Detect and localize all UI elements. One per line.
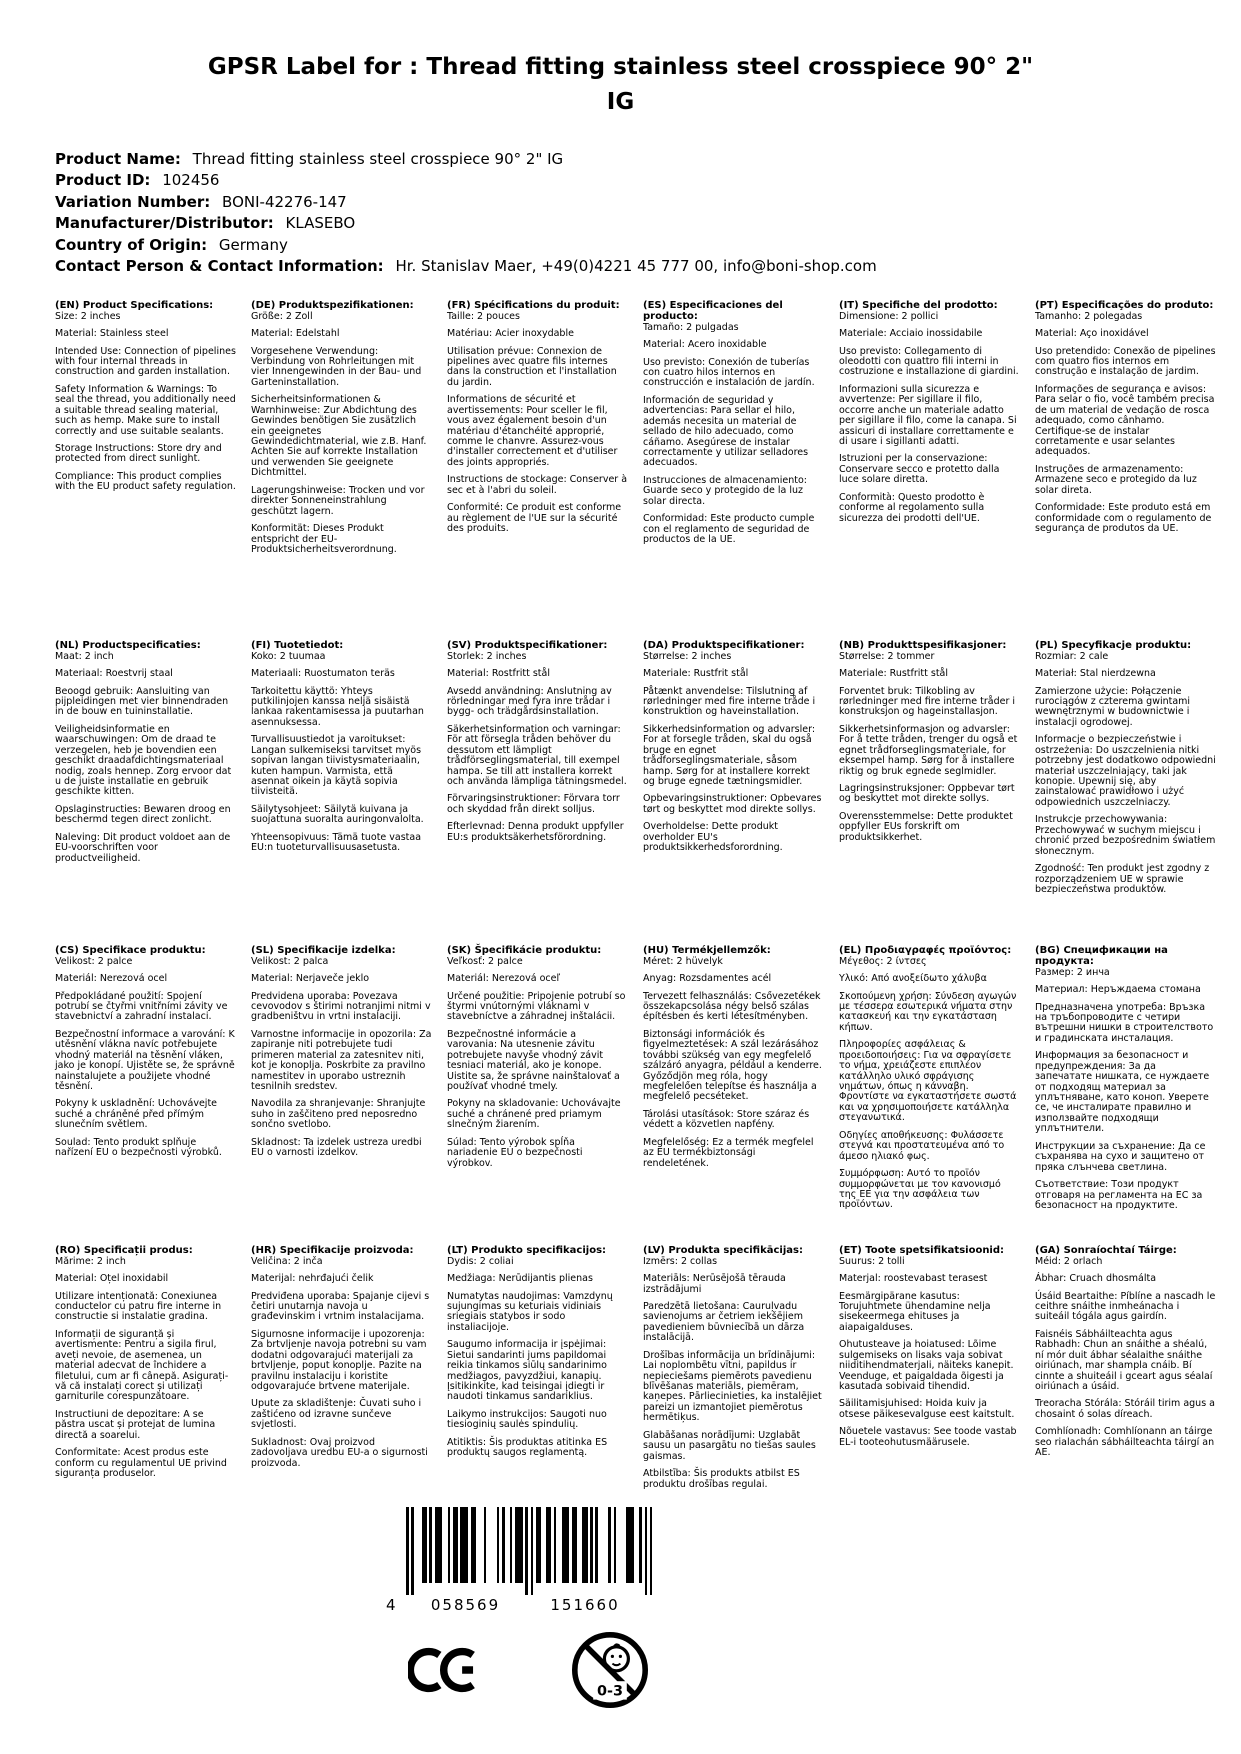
spec-paragraph: Velikost: 2 palca	[251, 955, 329, 967]
spec-paragraph: Materiale: Rustfritt stål	[839, 668, 949, 680]
spec-paragraph: Anyag: Rozsdamentes acél	[643, 973, 772, 985]
spec-paragraph: Materiale: Rustfrit stål	[643, 668, 749, 680]
section-body	[447, 652, 628, 844]
spec-paragraph: Conformitate: Acest produs este conform cu regulamentul UE privind siguranța produselor.	[55, 1447, 227, 1480]
language-section	[447, 640, 628, 851]
spec-paragraph: Materijal: nehrđajući čelik	[251, 1273, 374, 1285]
product-info-label: Manufacturer/Distributor:	[55, 214, 274, 233]
spec-paragraph: Uso pretendido: Conexão de pipelines com quatro fios internos em construção e instalação de jardim.	[1035, 345, 1216, 378]
section-body	[839, 312, 1020, 524]
language-grid	[55, 300, 1241, 1497]
section-body	[1035, 312, 1216, 535]
spec-paragraph: Säilitamisjuhised: Hoida kuiv ja otsese päikesevalguse eest kaitstult.	[839, 1398, 1015, 1420]
language-section	[1035, 300, 1216, 542]
spec-paragraph: Размер: 2 инча	[1035, 966, 1110, 978]
spec-paragraph: Méid: 2 orlach	[1035, 1255, 1103, 1267]
spec-paragraph: Bezpečnostné informácie a varovania: Na utesnenie závitu potrebujete navyše vhodný závit tesniaci materiál, ako je konope. Uistite sa, že správne nainštalovať a používať vhodné tmely.	[447, 1028, 620, 1092]
language-section	[55, 1245, 236, 1487]
spec-paragraph: Informații de siguranță și avertismente: Pentru a sigila firul, aveți nevoie, de asemenea, un material adecvat de închidere a filetului, cum ar fi cânepă. Asigurați-vă că instalați corect și utilizați garniturile corespunzătoare.	[55, 1328, 229, 1403]
section-header: (ES) Especificaciones del producto:	[643, 299, 783, 322]
language-section	[839, 945, 1020, 1218]
section-header: (BG) Спецификации на продукта:	[1035, 944, 1168, 967]
spec-paragraph: Tamaño: 2 pulgadas	[643, 321, 739, 333]
section-header: (EN) Product Specifications:	[55, 299, 214, 311]
language-section	[1035, 640, 1216, 903]
language-section	[643, 945, 824, 1176]
section-header: (DE) Produktspezifikationen:	[251, 299, 414, 311]
barcode-bars	[406, 1507, 866, 1595]
spec-paragraph: Úsáid Beartaithe: Píblíne a nascadh le ceithre snáithe inmheánacha i suiteáil tógála agus gairdín.	[1035, 1290, 1216, 1323]
age-warning-icon	[570, 1630, 650, 1710]
spec-paragraph: Glabāšanas norādījumi: Uzglabāt sausu un pasargātu no tiešas saules gaismas.	[643, 1429, 816, 1462]
spec-paragraph: Súlad: Tento výrobok spĺňa nariadenie EÚ o bezpečnosti výrobkov.	[447, 1136, 583, 1169]
spec-paragraph: Avsedd användning: Anslutning av rörledningar med fyra inre trådar i bygg- och trädgårdsinstallation.	[447, 685, 612, 718]
spec-paragraph: Overholdelse: Dette produkt overholder EU's produktsikkerhedsforordning.	[643, 821, 783, 854]
spec-paragraph: Skladnost: Ta izdelek ustreza uredbi EU o varnosti izdelkov.	[251, 1136, 422, 1159]
spec-paragraph: Dydis: 2 coliai	[447, 1255, 514, 1267]
section-header: (EL) Προδιαγραφές προϊόντος:	[839, 944, 1012, 956]
spec-paragraph: Съответствие: Този продукт отговаря на регламента на ЕС за безопасност на продуктите.	[1035, 1179, 1203, 1211]
spec-paragraph: Izmērs: 2 collas	[643, 1255, 718, 1267]
section-body	[447, 1257, 628, 1459]
spec-paragraph: Rozmiar: 2 cale	[1035, 650, 1109, 662]
spec-paragraph: Medžiaga: Nerūdijantis plienas	[447, 1273, 593, 1285]
spec-paragraph: Laikymo instrukcijos: Saugoti nuo tiesioginių saulės spindulių.	[447, 1408, 607, 1431]
product-info-row	[55, 256, 1241, 277]
spec-paragraph: Yhteensopivuus: Tämä tuote vastaa EU:n tuoteturvallisuusasetusta.	[251, 831, 422, 854]
product-info-value: Germany	[218, 235, 288, 254]
product-info-label: Contact Person & Contact Information:	[55, 257, 384, 276]
spec-paragraph: Drošības informācija un brīdinājumi: Lai noplombētu vītni, papildus ir nepieciešams piemērots pavedienu blīvēšanas materiāls, piemēram, kaņepes. Pārliecinieties, ka instalējiet pareizi un izmantojiet piemērotus hermētiķus.	[643, 1349, 822, 1424]
spec-paragraph: Pokyny k uskladnění: Uchovávejte suché a chráněné před přímým slunečním světlem.	[55, 1098, 218, 1131]
spec-paragraph: Navodila za shranjevanje: Shranjujte suho in zaščiteno pred neposredno sončno svetlobo.	[251, 1098, 426, 1131]
spec-paragraph: Informações de segurança e avisos: Para selar o fio, você também precisa de um material de vedação de rosca adequado, como cânhamo. Certifique-se de instalar corretamente e usar selantes adequados.	[1035, 383, 1215, 458]
spec-paragraph: Materiaali: Ruostumaton teräs	[251, 668, 395, 680]
spec-paragraph: Predviđena uporaba: Spajanje cijevi s četiri unutarnja navoja u građevinskim i vrtnim instalacijama.	[251, 1290, 430, 1323]
product-info	[55, 149, 1241, 278]
spec-paragraph: Intended Use: Connection of pipelines with four internal threads in construction and garden installation.	[55, 345, 236, 378]
spec-paragraph: Sigurnosne informacije i upozorenja: Za brtvljenje navoja potrebni su vam dodatni odgovarajući materijali za brtvljenje, poput konoplje. Pazite na pravilnu instalaciju i koristite odgovarajuće brtvene materijale.	[251, 1328, 427, 1392]
product-info-value: Thread fitting stainless steel crosspiece 90° 2" IG	[192, 150, 564, 168]
spec-paragraph: Conformidade: Este produto está em conformidade com o regulamento de segurança de produtos da UE.	[1035, 502, 1212, 535]
spec-paragraph: Určené použitie: Pripojenie potrubí so štyrmi vnútornými vláknami v stavebníctve a záhradnej inštalácii.	[447, 990, 626, 1023]
spec-paragraph: Upute za skladištenje: Čuvati suho i zaštićeno od izravne sunčeve svjetlosti.	[251, 1398, 422, 1431]
language-section	[55, 945, 236, 1166]
section-header: (FI) Tuotetiedot:	[251, 639, 344, 651]
barcode-digit-group2: 151660	[550, 1595, 620, 1614]
spec-paragraph: Koko: 2 tuumaa	[251, 650, 326, 662]
spec-paragraph: Pokyny na skladovanie: Uchovávajte suché a chránené pred priamym slnečným žiarením.	[447, 1098, 621, 1131]
spec-paragraph: Size: 2 inches	[55, 310, 121, 322]
spec-paragraph: Material: Rostfritt stål	[447, 668, 550, 680]
spec-paragraph: Tárolási utasítások: Store száraz és védett a közvetlen napfény.	[643, 1108, 810, 1131]
spec-paragraph: Υλικό: Από ανοξείδωτο χάλυβα	[839, 973, 987, 985]
language-section	[447, 945, 628, 1176]
spec-paragraph: Οδηγίες αποθήκευσης: Φυλάσσετε στεγνά και προστατευμένα από το άμεσο ηλιακό φως.	[839, 1129, 1005, 1162]
section-header: (LV) Produkta specifikācijas:	[643, 1244, 803, 1256]
spec-paragraph: Beoogd gebruik: Aansluiting van pijpleidingen met vier binnendraden in de bouw en tuininstallatie.	[55, 685, 229, 718]
spec-paragraph: Veiligheidsinformatie en waarschuwingen: Om de draad te verzegelen, heb je bovendien een geschikt draadafdichtingsmateriaal nodig, zoals hennep. Zorg ervoor dat u de juiste installatie en gebruik geschikte kitten.	[55, 723, 232, 798]
spec-paragraph: Conformidad: Este producto cumple con el reglamento de seguridad de productos de la UE.	[643, 513, 815, 546]
spec-paragraph: Instrukcje przechowywania: Przechowywać w suchym miejscu i chronić przed bezpośrednim światłem słonecznym.	[1035, 814, 1216, 857]
section-header: (HR) Specifikacije proizvoda:	[251, 1244, 414, 1256]
product-info-label: Product ID:	[55, 171, 151, 190]
spec-paragraph: Utilisation prévue: Connexion de pipelines avec quatre fils internes dans la construction et l'installation du jardin.	[447, 345, 617, 388]
spec-paragraph: Størrelse: 2 tommer	[839, 650, 935, 662]
section-body	[447, 312, 628, 535]
spec-paragraph: Biztonsági információk és figyelmeztetések: A szál lezárásához további szükség van egy megfelelő szálzáró anyagra, például a kenderre. Győződjön meg róla, hogy megfelelően telepítse és használja a megfelelő pecséteket.	[643, 1028, 822, 1103]
barcode-digit-lead: 4	[386, 1595, 396, 1614]
spec-paragraph: Информация за безопасност и предупреждения: За да запечатате нишката, се нуждаете от подходящ материал за уплътняване, като коноп. Уверете се, че инсталирате правилно и използвайте подходящи уплътнители.	[1035, 1050, 1210, 1135]
section-body	[55, 1257, 236, 1480]
product-info-value: Hr. Stanislav Maer, +49(0)4221 45 777 00, info@boni-shop.com	[395, 257, 877, 276]
spec-paragraph: Förvaringsinstruktioner: Förvara torr och skyddad från direkt solljus.	[447, 793, 620, 815]
spec-paragraph: Materjal: roostevabast terasest	[839, 1273, 988, 1285]
spec-paragraph: Material: Oțel inoxidabil	[55, 1273, 169, 1285]
spec-paragraph: Påtænkt anvendelse: Tilslutning af rørledninger med fire interne tråde i konstruktion og haveinstallation.	[643, 685, 816, 718]
section-body	[1035, 968, 1216, 1212]
spec-paragraph: Instructiuni de depozitare: A se păstra uscat și protejat de lumina directă a soarelui.	[55, 1408, 216, 1441]
section-body	[55, 957, 236, 1159]
language-section	[839, 640, 1020, 851]
spec-paragraph: Materiāls: Nerūsējošā tērauda izstrādājumi	[643, 1273, 786, 1295]
spec-paragraph: Conformité: Ce produit est conforme au règlement de l'UE sur la sécurité des produits.	[447, 502, 622, 535]
section-header: (PL) Specyfikacje produktu:	[1035, 639, 1192, 651]
language-section	[55, 300, 236, 500]
language-section	[447, 300, 628, 542]
footer	[386, 1507, 866, 1710]
spec-paragraph: Varnostne informacije in opozorila: Za zapiranje niti potrebujete tudi primeren material za zatesnitev niti, kot je konoplja. Poskrbite za pravilno namestitev in uporabo ustreznih tesnilnih sredstev.	[251, 1028, 432, 1092]
product-info-label: Variation Number:	[55, 192, 211, 211]
section-header: (SV) Produktspecifikationer:	[447, 639, 608, 651]
section-body	[643, 957, 824, 1169]
section-body	[251, 312, 432, 556]
language-section	[55, 640, 236, 871]
spec-paragraph: Zgodność: Ten produkt jest zgodny z rozporządzeniem UE w sprawie bezpieczeństwa produktów.	[1035, 863, 1210, 895]
spec-paragraph: Informations de sécurité et avertissements: Pour sceller le fil, vous avez également besoin d'un matériau d'étanchéité approprié, comme le chanvre. Assurez-vous d'installer correctement et d'utiliser des joints appropriés.	[447, 394, 618, 468]
section-header: (SK) Špecifikácie produktu:	[447, 944, 602, 956]
product-info-label: Country of Origin:	[55, 235, 208, 254]
spec-paragraph: Säkerhetsinformation och varningar: För att försegla tråden behöver du dessutom ett lämpligt trådförseglingsmaterial, till exempel hampa. Se till att installera korrekt och använda lämpliga tätningsmedel.	[447, 723, 627, 787]
language-section	[447, 1245, 628, 1466]
spec-paragraph: Instruções de armazenamento: Armazene seco e protegido da luz solar direta.	[1035, 463, 1197, 496]
section-body	[839, 652, 1020, 844]
section-header: (LT) Produkto specifikacijos:	[447, 1244, 607, 1256]
spec-paragraph: Dimensione: 2 pollici	[839, 310, 939, 322]
section-header: (RO) Specificații produs:	[55, 1244, 193, 1256]
spec-paragraph: Tervezett felhasználás: Csővezetékek összekapcsolása négy belső szálas építésben és kerti létesítményben.	[643, 990, 821, 1023]
section-body	[251, 652, 432, 854]
barcode-digits	[386, 1596, 866, 1614]
spec-paragraph: Comhlíonadh: Comhlíonann an táirge seo rialachán sábháilteachta táirgí an AE.	[1035, 1426, 1215, 1459]
spec-paragraph: Megfelelőség: Ez a termék megfelel az EU termékbiztonsági rendeletének.	[643, 1136, 814, 1169]
language-section	[839, 300, 1020, 531]
spec-paragraph: Taille: 2 pouces	[447, 310, 520, 322]
spec-paragraph: Utilizare intenționată: Conexiunea conductelor cu patru fire interne in constructie si instalatie gradina.	[55, 1290, 222, 1323]
spec-paragraph: Sukladnost: Ovaj proizvod zadovoljava uredbu EU-a o sigurnosti proizvoda.	[251, 1436, 428, 1469]
spec-paragraph: Méret: 2 hüvelyk	[643, 955, 723, 967]
spec-paragraph: Συμμόρφωση: Αυτό το προϊόν συμμορφώνεται με τον κανονισμό της ΕΕ για την ασφάλεια των προϊόντων.	[839, 1168, 1001, 1211]
spec-paragraph: Eesmärgipärane kasutus: Torujuhtmete ühendamine nelja sisekeermega ehituses ja aiapaigalduses.	[839, 1290, 991, 1333]
spec-paragraph: Velikost: 2 palce	[55, 955, 133, 967]
product-info-label: Product Name:	[55, 150, 181, 168]
spec-paragraph: Instructions de stockage: Conserver à sec et à l'abri du soleil.	[447, 474, 628, 496]
spec-paragraph: Atitiktis: Šis produktas atitinka ES produktų saugos reglamentą.	[447, 1436, 608, 1459]
page-title: GPSR Label for : Thread fitting stainless steel crosspiece 90° 2" IG	[207, 54, 1034, 115]
section-header: (NB) Produkttspesifikasjoner:	[839, 639, 1007, 651]
section-body	[251, 957, 432, 1159]
spec-paragraph: Compliance: This product complies with the EU product safety regulation.	[55, 470, 236, 493]
spec-paragraph: Naleving: Dit product voldoet aan de EU-voorschriften voor productveiligheid.	[55, 831, 231, 864]
spec-paragraph: Instrucciones de almacenamiento: Guarde seco y protegido de la luz solar directa.	[643, 474, 807, 507]
spec-paragraph: Suurus: 2 tolli	[839, 1255, 905, 1267]
spec-paragraph: Matériau: Acier inoxydable	[447, 328, 574, 340]
product-info-value: 102456	[162, 171, 220, 190]
spec-paragraph: Konformität: Dieses Produkt entspricht der EU-Produktsicherheitsverordnung.	[251, 523, 397, 555]
spec-paragraph: Инструкции за съхранение: Да се съхранява на сухо и защитено от пряка слънчева светлина.	[1035, 1140, 1206, 1173]
product-info-row	[55, 170, 1241, 191]
barcode-digit-group1: 058569	[430, 1595, 501, 1614]
spec-paragraph: Bezpečnostní informace a varování: K utěsnění vlákna navíc potřebujete vhodný materiál na těsnění vláken, jako je konopí. Ujistěte se, že správně nainstalujete a použijete vhodné těsnění.	[55, 1028, 235, 1092]
spec-paragraph: Předpokládané použití: Spojení potrubí se čtyřmi vnitřními závity ve stavebnictví a zahradní instalaci.	[55, 990, 228, 1023]
spec-paragraph: Veličina: 2 inča	[251, 1255, 323, 1267]
product-info-value: KLASEBO	[285, 214, 356, 233]
spec-paragraph: Lagerungshinweise: Trocken und vor direkter Sonneneinstrahlung geschützt lagern.	[251, 484, 425, 517]
barcode-bar	[650, 1507, 653, 1595]
spec-paragraph: Sicherheitsinformationen & Warnhinweise: Zur Abdichtung des Gewindes benötigen Sie zusätzlich ein geeignetes Gewindedichtmaterial, wie z.B. Hanf. Achten Sie auf korrekte Installation und verwenden Sie geeignete Dichtmittel.	[251, 394, 427, 479]
spec-paragraph: Størrelse: 2 inches	[643, 650, 732, 662]
product-info-row	[55, 192, 1241, 213]
section-header: (GA) Sonraíochtaí Táirge:	[1035, 1244, 1177, 1256]
section-body	[55, 312, 236, 493]
product-info-row	[55, 235, 1241, 256]
spec-paragraph: Materiale: Acciaio inossidabile	[839, 328, 983, 340]
section-body	[447, 957, 628, 1169]
language-section	[1035, 945, 1216, 1219]
product-info-value: BONI-42276-147	[222, 192, 347, 211]
spec-paragraph: Materiał: Stal nierdzewna	[1035, 668, 1156, 680]
ce-mark-icon	[408, 1646, 484, 1694]
spec-paragraph: Soulad: Tento produkt splňuje nařízení EU o bezpečnosti výrobků.	[55, 1136, 222, 1159]
spec-paragraph: Mărime: 2 inch	[55, 1255, 126, 1267]
spec-paragraph: Turvallisuustiedot ja varoitukset: Langan sulkemiseksi tarvitset myös sopivan langan tiivistysmateriaalin, kuten hampun. Varmista, että asennat oikein ja käytä sopivia tiivisteitä.	[251, 734, 422, 798]
section-header: (SL) Specifikacije izdelka:	[251, 944, 396, 956]
spec-paragraph: Sikkerhedsinformation og advarsler: For at forsegle tråden, skal du også bruge en egnet trådforseglingsmateriale, såsom hamp. Sørg for at installere korrekt og bruge egnede tætningsmidler.	[643, 723, 816, 787]
spec-paragraph: Tarkoitettu käyttö: Yhteys putkilinjojen kanssa neljä sisäistä lankaa rakentamisessa ja puutarhan asennuksessa.	[251, 685, 424, 728]
language-section	[1035, 1245, 1216, 1466]
spec-paragraph: Opbevaringsinstruktioner: Opbevares tørt og beskyttet mod direkte sollys.	[643, 793, 822, 815]
spec-paragraph: Informazioni sulla sicurezza e avvertenze: Per sigillare il filo, occorre anche un materiale adatto per sigillare il filo, come la canapa. Si assicuri di installare correttamente e di usare i sigillanti adatti.	[839, 383, 1017, 447]
spec-paragraph: Materiaal: Roestvrij staal	[55, 668, 173, 680]
spec-paragraph: Tamanho: 2 polegadas	[1035, 310, 1143, 322]
spec-paragraph: Vorgesehene Verwendung: Verbindung von Rohrleitungen mit vier Innengewinden in der Bau- und Garteninstallation.	[251, 345, 422, 388]
language-section	[643, 640, 824, 861]
spec-paragraph: Μέγεθος: 2 ίντσες	[839, 955, 927, 967]
spec-paragraph: Storlek: 2 inches	[447, 650, 527, 662]
spec-paragraph: Material: Nerjaveče jeklo	[251, 973, 370, 985]
spec-paragraph: Uso previsto: Conexión de tuberías con cuatro hilos internos en construcción e instalación de jardín.	[643, 356, 815, 389]
spec-paragraph: Predvidena uporaba: Povezava cevovodov s štirimi notranjimi nitmi v gradbeništvu in vrtni instalaciji.	[251, 990, 431, 1023]
language-section	[251, 640, 432, 861]
spec-paragraph: Veľkosť: 2 palce	[447, 955, 523, 967]
section-body	[643, 652, 824, 854]
spec-paragraph: Safety Information & Warnings: To seal the thread, you additionally need a suitable thread sealing material, such as hemp. Make sure to install correctly and use suitable sealants.	[55, 383, 236, 437]
spec-paragraph: Opslaginstructies: Bewaren droog en beschermd tegen direct zonlicht.	[55, 803, 231, 826]
product-info-row	[55, 213, 1241, 234]
footer-icons	[408, 1630, 866, 1710]
spec-paragraph: Material: Aço inoxidável	[1035, 328, 1149, 340]
spec-paragraph: Maat: 2 inch	[55, 650, 114, 662]
section-header: (CS) Specifikace produktu:	[55, 944, 206, 956]
section-header: (DA) Produktspecifikationer:	[643, 639, 805, 651]
section-header: (HU) Termékjellemzők:	[643, 944, 771, 956]
spec-paragraph: Storage Instructions: Store dry and protected from direct sunlight.	[55, 443, 222, 465]
spec-paragraph: Faisnéis Sábháilteachta agus Rabhadh: Chun an snáithe a shéalú, ní mór duit ábhar séalaithe snáithe oiriúnach, mar shampla cnáib. Bí cinnte a shuiteáil i gceart agus séalaí oiriúnach a úsáid.	[1035, 1328, 1213, 1392]
spec-paragraph: Material: Edelstahl	[251, 328, 340, 340]
spec-paragraph: Overensstemmelse: Dette produktet oppfyller EUs forskrift om produktsikkerhet.	[839, 810, 1013, 843]
section-body	[839, 1257, 1020, 1449]
spec-paragraph: Sikkerhetsinformasjon og advarsler: For å tette tråden, trenger du også et egnet trådforseglingsmateriale, for eksempel hamp. Sørg for å installere riktig og bruk egnede seglmidler.	[839, 723, 1018, 777]
section-header: (ET) Toote spetsifikatsioonid:	[839, 1244, 1005, 1256]
section-body	[1035, 1257, 1216, 1459]
section-body	[643, 1257, 824, 1490]
spec-paragraph: Forventet bruk: Tilkobling av rørledninger med fire interne tråder i konstruksjon og hageinstallasjon.	[839, 685, 1016, 718]
spec-paragraph: Informacje o bezpieczeństwie i ostrzeżenia: Do uszczelnienia nitki potrzebny jest dodatkowo odpowiedni materiał uszczelniający, taki jak konopie. Upewnij się, aby zainstalować prawidłowo i użyć odpowiednich uszczelniaczy.	[1035, 734, 1216, 808]
spec-paragraph: Lagringsinstruksjoner: Oppbevar tørt og beskyttet mot direkte sollys.	[839, 783, 1015, 805]
spec-paragraph: Größe: 2 Zoll	[251, 310, 313, 322]
language-section	[251, 945, 432, 1166]
age-range-label: 0-3	[597, 1683, 623, 1700]
spec-paragraph: Información de seguridad y advertencias: Para sellar el hilo, además necesita un material de sellado de hilo adecuado, como cáñamo. Asegúrese de instalar correctamente y utilizar selladores adecuados.	[643, 394, 809, 469]
spec-paragraph: Ohutusteave ja hoiatused: Lõime sulgemiseks on lisaks vaja sobivat niiditihendmaterjali, näiteks kanepit. Veenduge, et paigaldada õigesti ja kasutada sobivaid tihendid.	[839, 1339, 1014, 1392]
spec-paragraph: Zamierzone użycie: Połączenie rurociągów z czterema gwintami wewnętrznymi w budownictwie i instalacji ogrodowej.	[1035, 685, 1191, 728]
spec-paragraph: Efterlevnad: Denna produkt uppfyller EU:s produktsäkerhetsförordning.	[447, 821, 624, 843]
language-section	[643, 1245, 824, 1497]
spec-paragraph: Atbilstība: Šis produkts atbilst ES produktu drošības regulai.	[643, 1468, 800, 1490]
language-section	[643, 300, 824, 553]
spec-paragraph: Säilytysohjeet: Säilytä kuivana ja suojattuna suoralta auringonvalolta.	[251, 803, 424, 826]
section-body	[1035, 652, 1216, 896]
section-header: (NL) Productspecificaties:	[55, 639, 201, 651]
spec-paragraph: Conformità: Questo prodotto è conforme al regolamento sulla sicurezza dei prodotti dell'UE.	[839, 491, 985, 524]
spec-paragraph: Materiál: Nerezová ocel	[55, 973, 168, 985]
spec-paragraph: Materiál: Nerezová oceľ	[447, 973, 561, 985]
spec-paragraph: Σκοπούμενη χρήση: Σύνδεση αγωγών με τέσσερα εσωτερικά νήματα στην κατασκευή και την εγκατάσταση κήπων.	[839, 990, 1017, 1033]
section-body	[839, 957, 1020, 1211]
language-section	[251, 300, 432, 563]
spec-paragraph: Πληροφορίες ασφάλειας & προειδοποιήσεις: Για να σφραγίσετε το νήμα, χρειάζεστε επιπλέον κατάλληλο υλικό σφράγισης νημάτων, όπως η κάνναβη. Φροντίστε να εγκαταστήσετε σωστά και να χρησιμοποιήσετε κατάλληλα στεγανωτικά.	[839, 1039, 1017, 1124]
section-body	[251, 1257, 432, 1469]
language-section	[839, 1245, 1020, 1456]
spec-paragraph: Numatytas naudojimas: Vamzdynų sujungimas su keturiais vidiniais sriegiais statybos ir sodo instaliacijoje.	[447, 1290, 613, 1333]
spec-paragraph: Material: Acero inoxidable	[643, 339, 767, 351]
section-header: (IT) Specifiche del prodotto:	[839, 299, 998, 311]
product-info-row	[55, 149, 1241, 170]
spec-paragraph: Uso previsto: Collegamento di oleodotti con quattro fili interni in costruzione e installazione di giardini.	[839, 345, 1019, 378]
spec-paragraph: Istruzioni per la conservazione: Conservare secco e protetto dalla luce solare diretta.	[839, 453, 1000, 486]
spec-paragraph: Saugumo informacija ir įspėjimai: Sietui sandarinti jums papildomai reikia tinkamos siūlų sandarinimo medžiagos, pavyzdžiui, kanapių. Įsitikinkite, kad teisingai įdiegti ir naudoti tinkamus sandariklius.	[447, 1339, 607, 1403]
spec-paragraph: Материал: Неръждаема стомана	[1035, 984, 1201, 996]
spec-paragraph: Nõuetele vastavus: See toode vastab EL-i tooteohutusmäärusele.	[839, 1426, 1017, 1448]
section-body	[643, 323, 824, 546]
spec-paragraph: Material: Stainless steel	[55, 328, 169, 340]
spec-paragraph: Treoracha Stórála: Stóráil tirim agus a chosaint ó solas díreach.	[1035, 1398, 1215, 1420]
spec-paragraph: Paredzētā lietošana: Cauruļvadu savienojums ar četriem iekšējiem pavedieniem būvniecībā un dārza instalācijā.	[643, 1300, 805, 1344]
language-section	[251, 1245, 432, 1476]
spec-paragraph: Ábhar: Cruach dhosmálta	[1035, 1273, 1157, 1285]
spec-paragraph: Предназначена употреба: Връзка на тръбопроводите с четири вътрешни нишки в строителството и градинската инсталация.	[1035, 1001, 1214, 1044]
section-body	[55, 652, 236, 864]
section-header: (FR) Spécifications du produit:	[447, 299, 620, 311]
section-header: (PT) Especificações do produto:	[1035, 299, 1214, 311]
